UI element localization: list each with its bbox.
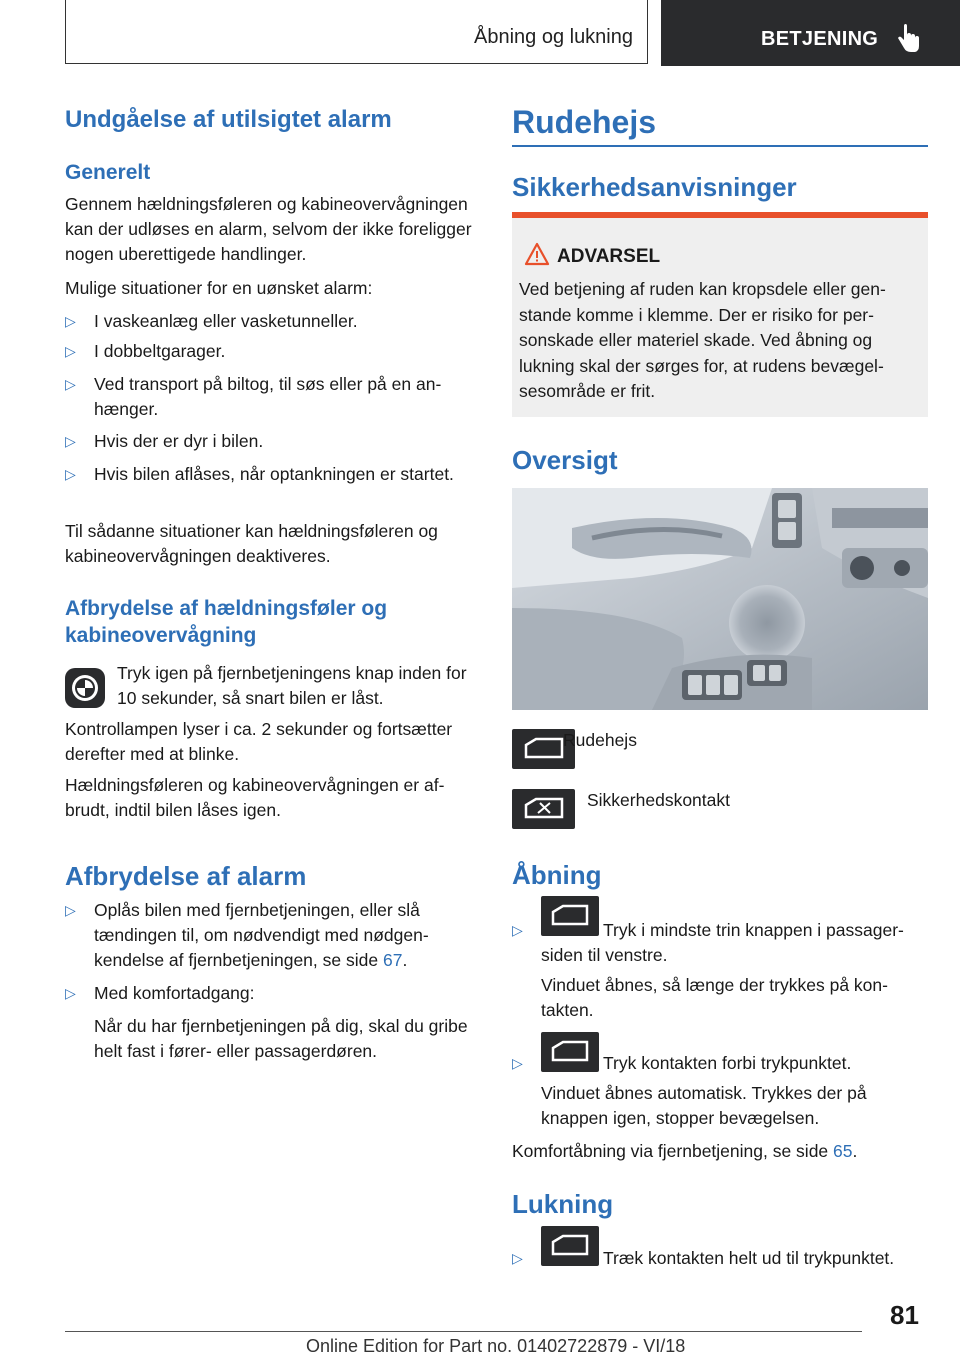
triangle-bullet-icon: ▷ — [512, 1055, 523, 1071]
legend-window-lift: Rudehejs — [563, 730, 637, 750]
control-lamp-paragraph: Kontrollampen lyser i ca. 2 sekunder og fortsætter derefter med at blinke. — [65, 719, 453, 764]
page-number: 81 — [890, 1300, 919, 1330]
section-title: Åbning og lukning — [473, 26, 633, 48]
situations-outro: Til sådanne situationer kan hældningsføleren og kabineovervågningen deaktiveres. — [65, 521, 438, 566]
list-item: ▷ Ved transport på biltog, til søs eller på en anhænger. — [65, 374, 442, 419]
comfort-access-paragraph: Når du har fjernbetjeningen på dig, skal du gribe helt fast i fører- eller passagerdøren. — [94, 1016, 468, 1061]
title-underline — [512, 145, 928, 147]
deactivate-instruction: Tryk igen på fjernbetjeningens knap inden for 10 sekunder, så snart bilen er låst. — [117, 663, 467, 708]
hand-pointer-icon — [895, 24, 921, 54]
triangle-bullet-icon: ▷ — [65, 902, 76, 918]
heading-interrupt-alarm: Afbrydelse af alarm — [65, 861, 307, 891]
page-link-65[interactable]: 65 — [833, 1141, 853, 1161]
chapter-tab-label: BETJENING — [761, 28, 879, 50]
heading-safety: Sikkerhedsanvisninger — [512, 172, 797, 202]
heading-overview: Oversigt — [512, 445, 618, 475]
open1-detail: Vinduet åbnes, så længe der trykkes på kontakten. — [541, 975, 888, 1020]
list-item: ▷ Med komfortadgang: — [65, 981, 477, 1006]
list-item: ▷ Tryk i mindste trin knappen i passagersiden til venstre. — [512, 918, 928, 968]
legend-safety-switch: Sikkerhedskontakt — [587, 790, 730, 810]
heading-deactivate-sensors: Afbrydelse af hældningsføler og kabineovervågning — [65, 597, 388, 647]
list-item: ▷ Tryk kontakten forbi trykpunktet. — [512, 1051, 928, 1076]
list-item: ▷ Hvis bilen aflåses, når optankningen er startet. — [65, 462, 477, 512]
bmw-remote-key-icon — [65, 668, 105, 708]
triangle-bullet-icon: ▷ — [65, 466, 76, 482]
heading-closing: Lukning — [512, 1189, 614, 1219]
footer-edition: Online Edition for Part no. 01402722879 - VI/18 — [306, 1336, 686, 1356]
list-item: ▷ Oplås bilen med fjernbetjeningen, eller slå tændingen til, om nødvendigt med nødgenkendelse af fjernbetjeningen, se side 67. — [65, 900, 429, 970]
heading-opening: Åbning — [512, 860, 602, 890]
page-header — [0, 0, 960, 66]
section-title-unwanted-alarm: Undgåelse af utilsigtet alarm — [65, 106, 392, 133]
list-item: ▷ Træk kontakten helt ud til trykpunktet. — [512, 1246, 928, 1271]
list-item: ▷ Hvis der er dyr i bilen. — [65, 429, 477, 454]
footer-divider — [65, 1331, 862, 1332]
general-paragraph: Gennem hældningsføleren og kabineovervågningen kan der udløses en alarm, selvom der ikke foreligger nogen uberettigede handlinger. — [65, 194, 472, 264]
section-header-box — [65, 0, 648, 64]
list-item: ▷ I dobbeltgarager. — [65, 339, 477, 364]
interruption-paragraph: Hældningsføleren og kabineovervågningen er afbrudt, indtil bilen låses igen. — [65, 775, 445, 820]
warning-triangle-icon — [524, 242, 550, 266]
warning-text: Ved betjening af ruden kan kropsdele eller genstande komme i klemme. Der er risiko for personskade eller materiel skade. Ved åbning og lukning skal der sørges for, at rudens bevægelsesområde er frit. — [519, 279, 886, 401]
triangle-bullet-icon: ▷ — [65, 376, 76, 392]
open2-detail: Vinduet åbnes automatisk. Trykkes der på knappen igen, stopper bevægelsen. — [541, 1083, 867, 1128]
triangle-bullet-icon: ▷ — [512, 1250, 523, 1266]
door-panel-photo — [512, 488, 928, 710]
triangle-bullet-icon: ▷ — [65, 433, 76, 449]
triangle-bullet-icon: ▷ — [65, 313, 76, 329]
triangle-bullet-icon: ▷ — [65, 985, 76, 1001]
list-item: ▷ I vaskeanlæg eller vasketunneller. — [65, 309, 477, 334]
warning-title: ADVARSEL — [557, 246, 661, 267]
chapter-tab — [661, 0, 960, 66]
safety-switch-icon — [512, 789, 575, 829]
comfort-opening-paragraph: Komfortåbning via fjernbetjening, se side 65. — [512, 1141, 858, 1161]
page-link-67[interactable]: 67 — [382, 950, 403, 970]
triangle-bullet-icon: ▷ — [65, 343, 76, 359]
heading-general: Generelt — [65, 161, 151, 184]
chapter-title-window-lifts: Rudehejs — [512, 104, 657, 140]
warning-box — [512, 212, 928, 417]
situations-intro: Mulige situationer for en uønsket alarm: — [65, 278, 373, 298]
triangle-bullet-icon: ▷ — [512, 922, 523, 938]
